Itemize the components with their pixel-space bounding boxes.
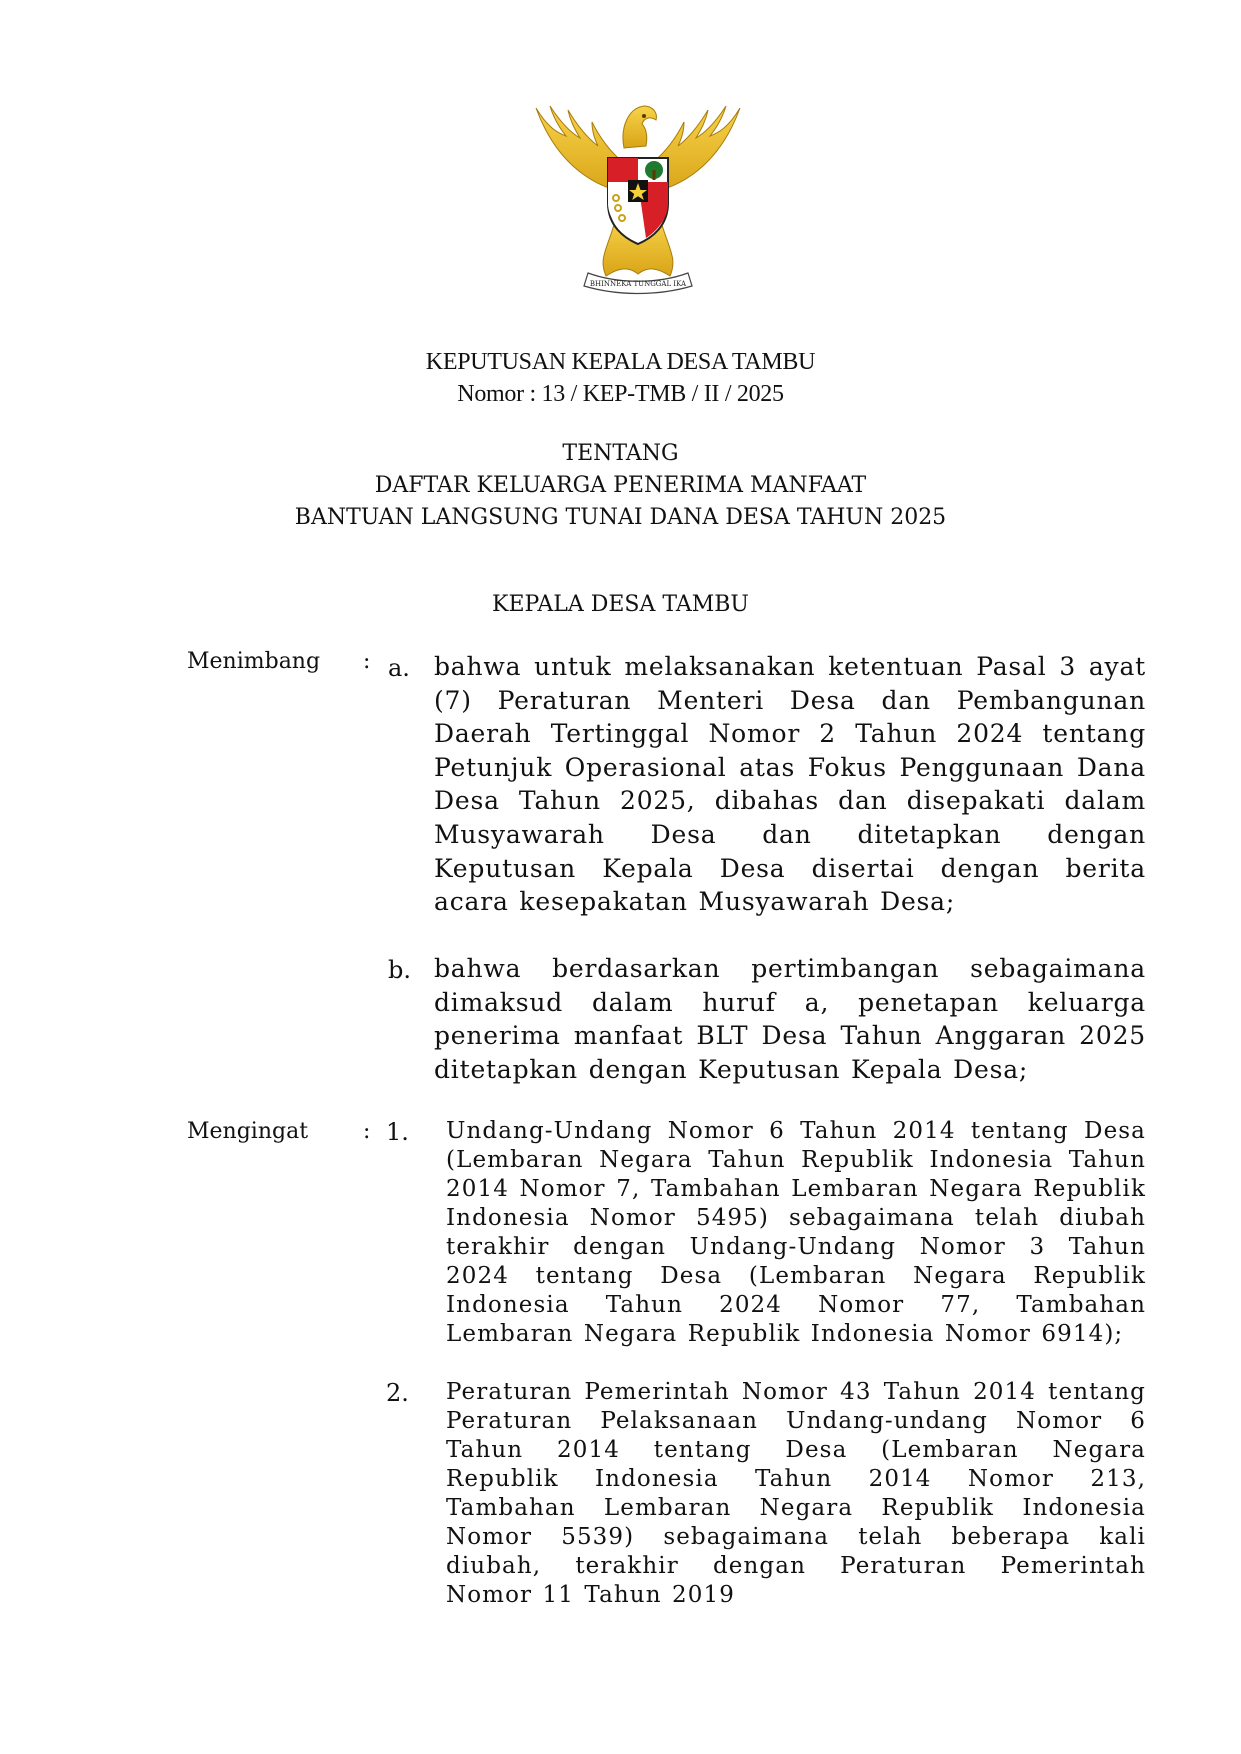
mengingat-item-1-marker: 1. (386, 1118, 409, 1146)
menimbang-item-a-marker: a. (388, 654, 410, 682)
menimbang-colon: : (363, 649, 371, 674)
mengingat-item-1-text: Undang-Undang Nomor 6 Tahun 2014 tentang Desa (Lembaran Negara Tahun Republik Indonesia Tahun 2014 Nomor 7, Tambahan Lembaran Negara Republik Indonesia Nomor 5495) sebagaimana telah diubah terakhir dengan Undang-Undang Nomor 3 Tahun 2024 tentang Desa (Lembaran Negara Republik Indonesia Tahun 2024 Nomor 77, Tambahan Lembaran Negara Republik Indonesia Nomor 6914); (446, 1118, 1146, 1347)
mengingat-item-2-marker: 2. (386, 1379, 409, 1407)
subject-block (0, 438, 1241, 534)
garuda-emblem-icon (528, 98, 748, 308)
issuer-title: KEPALA DESA TAMBU (492, 592, 749, 617)
issuer-block (0, 589, 1241, 621)
document-title: KEPUTUSAN KEPALA DESA TAMBU (425, 349, 816, 375)
menimbang-item-b-marker: b. (388, 956, 411, 984)
mengingat-label: Mengingat (187, 1119, 309, 1144)
menimbang-label: Menimbang (187, 649, 321, 674)
mengingat-colon: : (363, 1119, 371, 1144)
menimbang-item-b-text: bahwa berdasarkan pertimbangan sebagaimana dimaksud dalam huruf a, penetapan keluarga penerima manfaat BLT Desa Tahun Anggaran 2025 ditetapkan dengan Keputusan Kepala Desa; (434, 954, 1146, 1084)
about-label: TENTANG (562, 441, 679, 466)
menimbang-item-a-text: bahwa untuk melaksanakan ketentuan Pasal 3 ayat (7) Peraturan Menteri Desa dan Pembangunan Daerah Tertinggal Nomor 2 Tahun 2024 tentang Petunjuk Operasional atas Fokus Penggunaan Dana Desa Tahun 2025, dibahas dan disepakati dalam Musyawarah Desa dan ditetapkan dengan Keputusan Kepala Desa disertai dengan berita acara kesepakatan Musyawarah Desa; (434, 652, 1146, 917)
mengingat-item-2-text: Peraturan Pemerintah Nomor 43 Tahun 2014 tentang Peraturan Pelaksanaan Undang-undang Nomor 6 Tahun 2014 tentang Desa (Lembaran Negara Republik Indonesia Tahun 2014 Nomor 213, Tambahan Lembaran Negara Republik Indonesia Nomor 5539) sebagaimana telah beberapa kali diubah, terakhir dengan Peraturan Pemerintah Nomor 11 Tahun 2019 (446, 1379, 1146, 1608)
subject-line-1: DAFTAR KELUARGA PENERIMA MANFAAT (374, 473, 867, 498)
subject-line-2: BANTUAN LANGSUNG TUNAI DANA DESA TAHUN 2025 (294, 505, 947, 530)
document-number: Nomor : 13 / KEP-TMB / II / 2025 (457, 381, 784, 407)
decision-header (0, 346, 1241, 410)
motto-ribbon-text: BHINNEKA TUNGGAL IKA (589, 280, 687, 288)
